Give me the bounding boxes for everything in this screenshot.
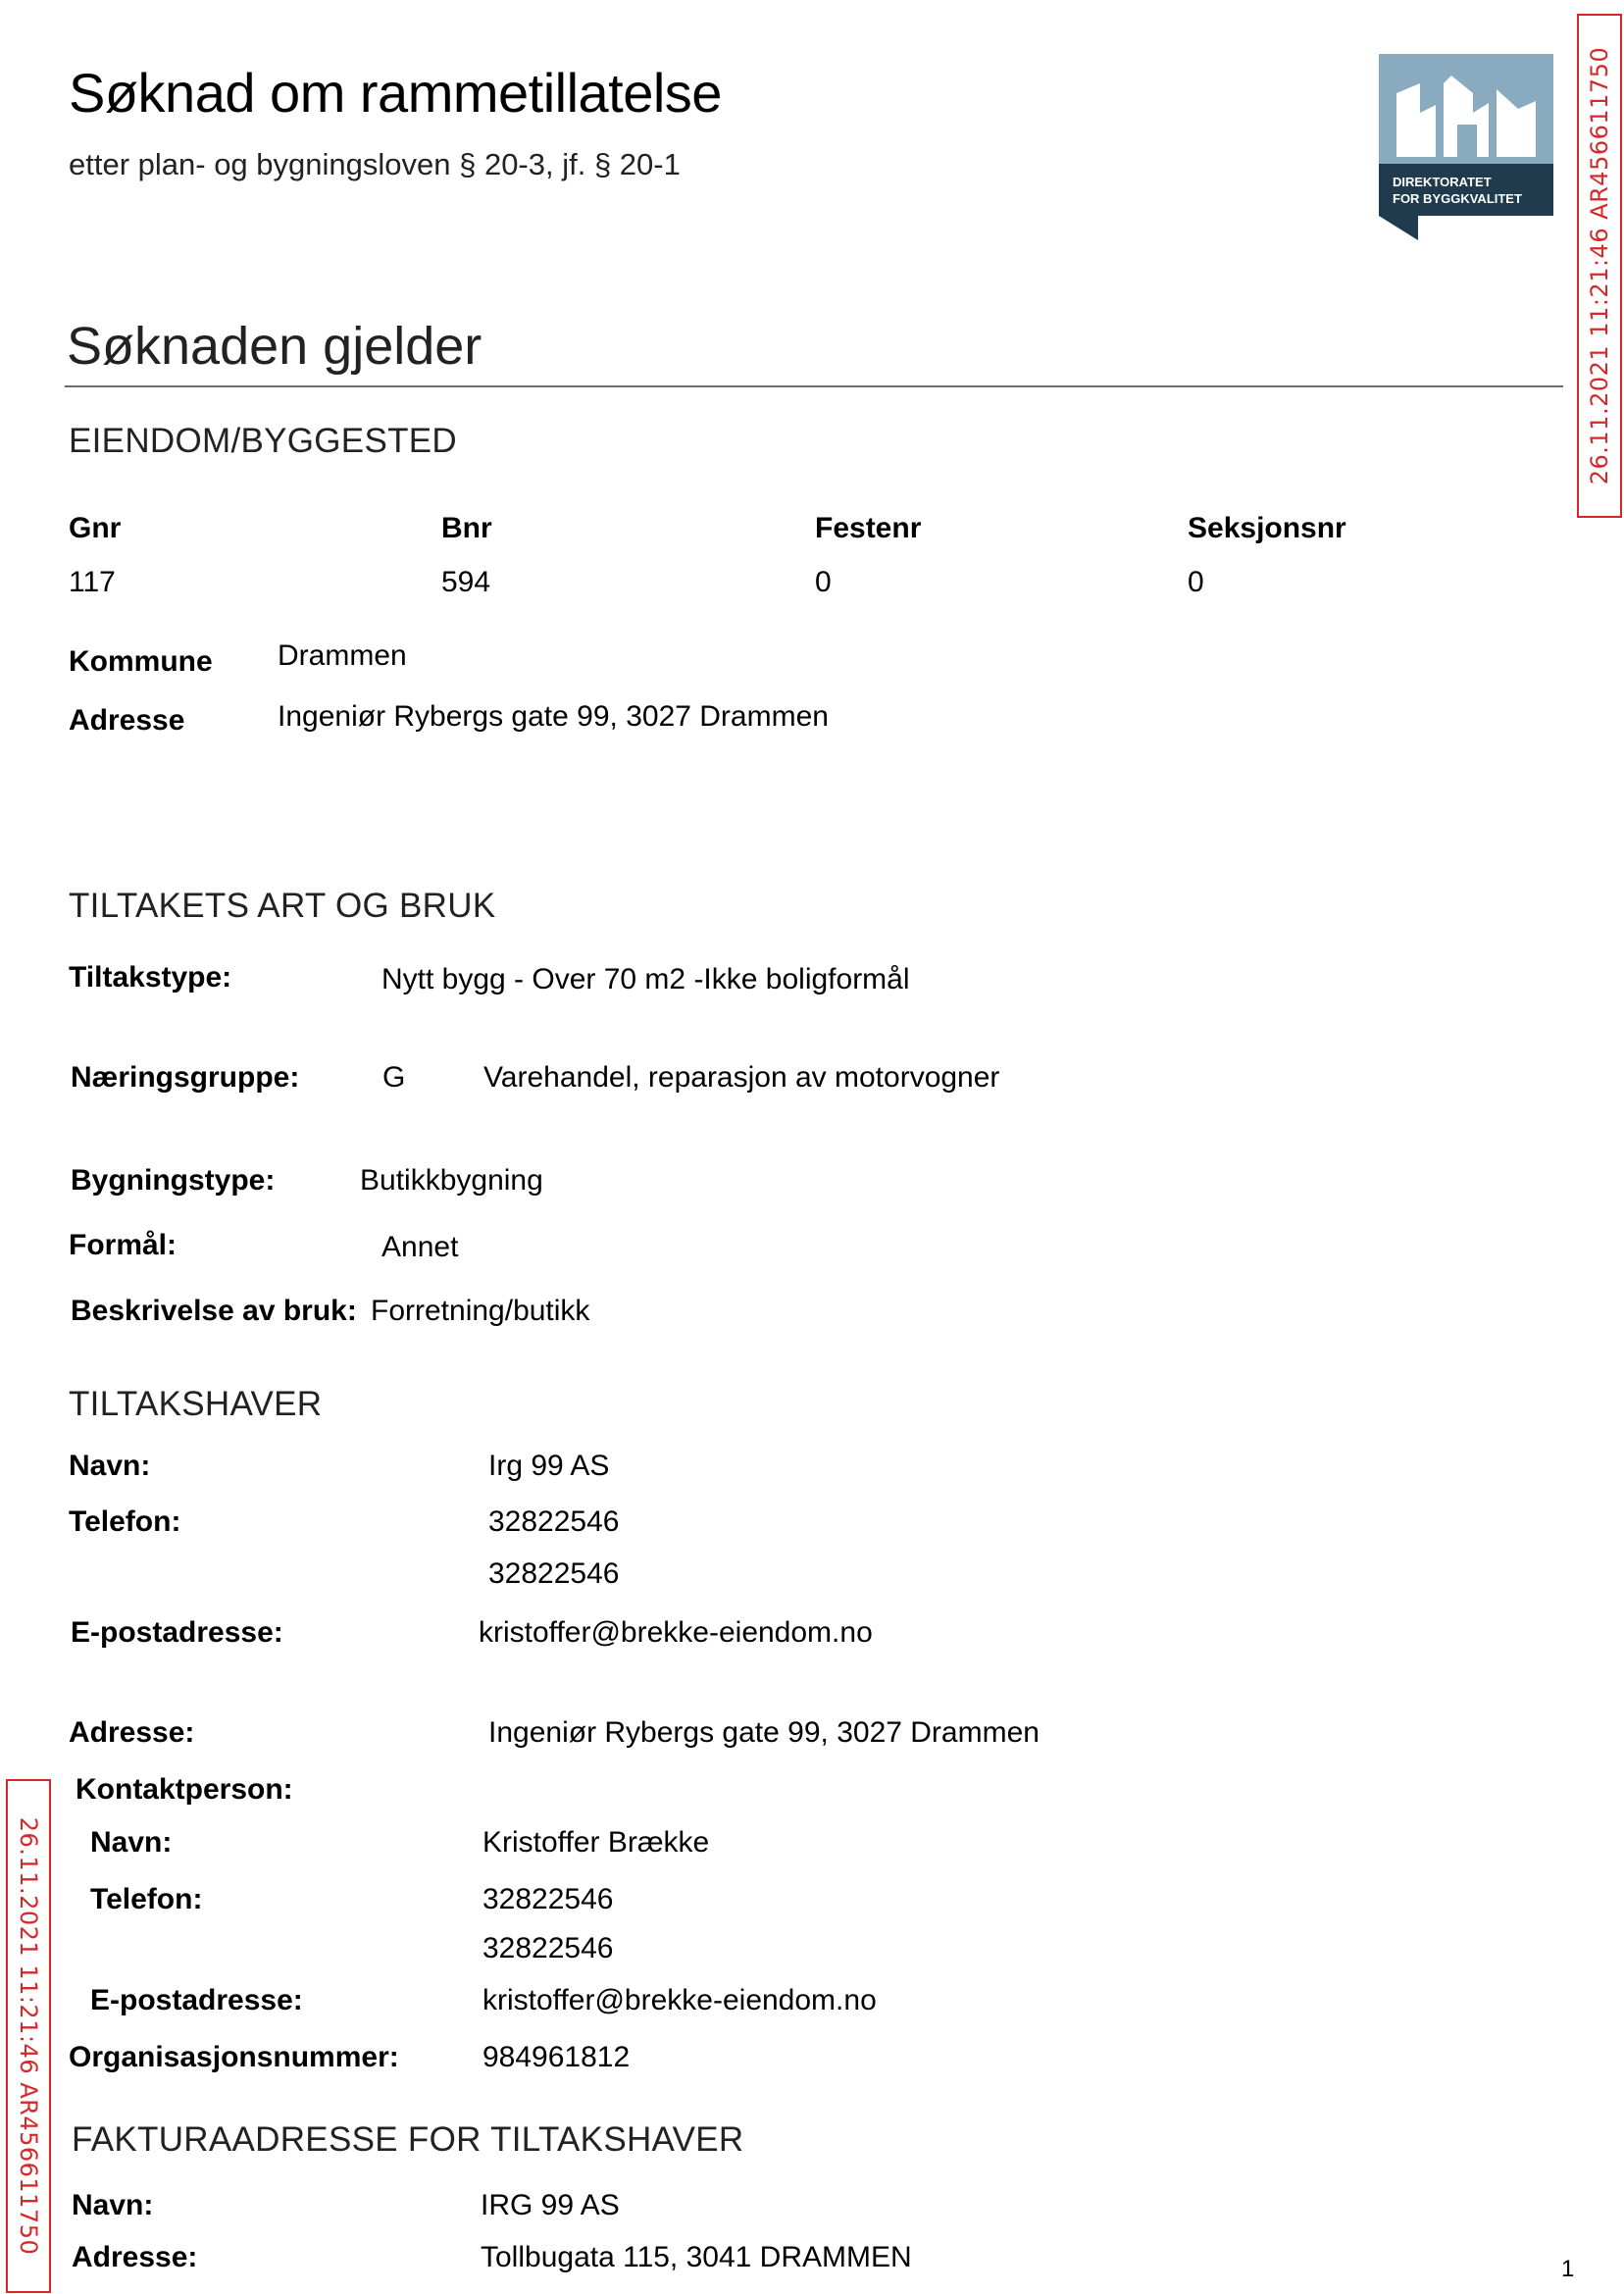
naeringsgruppe-code: G: [382, 1061, 406, 1094]
adresse-value: Ingeniør Rybergs gate 99, 3027 Drammen: [278, 700, 829, 733]
naeringsgruppe-value: Varehandel, reparasjon av motorvogner: [483, 1061, 1000, 1094]
faktura-adresse-value: Tollbugata 115, 3041 DRAMMEN: [481, 2241, 912, 2273]
tiltakshaver-heading: TILTAKSHAVER: [69, 1385, 323, 1423]
orgnr-value: 984961812: [482, 2041, 631, 2073]
beskrivelse-label: Beskrivelse av bruk:: [71, 1295, 357, 1327]
page-number: 1: [1561, 2256, 1575, 2282]
kontakt-telefon-value-2: 32822546: [482, 1932, 614, 1964]
gnr-label: Gnr: [69, 512, 122, 544]
tiltakshaver-telefon-label: Telefon:: [69, 1505, 181, 1538]
gnr-value: 117: [69, 566, 116, 598]
bnr-label: Bnr: [441, 512, 492, 544]
adresse-label: Adresse: [69, 704, 185, 737]
document-title: Søknad om rammetillatelse: [69, 62, 722, 124]
kommune-label: Kommune: [69, 645, 213, 678]
tiltakshaver-navn-value: Irg 99 AS: [488, 1450, 610, 1482]
kontakt-telefon-label: Telefon:: [90, 1883, 203, 1915]
faktura-navn-value: IRG 99 AS: [481, 2189, 620, 2221]
tiltakshaver-telefon-value-2: 32822546: [488, 1557, 620, 1590]
naeringsgruppe-label: Næringsgruppe:: [71, 1061, 300, 1094]
dibk-logo-icon: [1379, 54, 1553, 240]
bygningstype-label: Bygningstype:: [71, 1164, 276, 1197]
seksjonsnr-value: 0: [1188, 566, 1204, 598]
date-stamp-right: [1577, 14, 1622, 518]
faktura-navn-label: Navn:: [72, 2189, 154, 2221]
festenr-label: Festenr: [815, 512, 922, 544]
tiltakshaver-adresse-value: Ingeniør Rybergs gate 99, 3027 Drammen: [488, 1716, 1040, 1749]
tiltakstype-label: Tiltakstype:: [69, 961, 232, 994]
kontakt-navn-label: Navn:: [90, 1826, 173, 1859]
kontaktperson-label: Kontaktperson:: [76, 1773, 293, 1806]
logo-line-1: DIREKTORATET: [1393, 175, 1492, 189]
section-title: Søknaden gjelder: [67, 317, 482, 376]
date-stamp-text: 26.11.2021 11:21:46 AR456611750: [1586, 46, 1614, 485]
section-divider: [65, 385, 1563, 387]
formal-label: Formål:: [69, 1229, 178, 1261]
dibk-logo: [1379, 54, 1553, 240]
tiltakshaver-navn-label: Navn:: [69, 1450, 151, 1482]
eiendom-heading: EIENDOM/BYGGESTED: [69, 422, 457, 460]
festenr-value: 0: [815, 566, 832, 598]
orgnr-label: Organisasjonsnummer:: [69, 2041, 399, 2073]
logo-line-2: FOR BYGGKVALITET: [1393, 191, 1522, 206]
document-subtitle: etter plan- og bygningsloven § 20-3, jf. § 20-1: [69, 147, 681, 181]
tiltakshaver-epost-label: E-postadresse:: [71, 1616, 283, 1649]
beskrivelse-value: Forretning/butikk: [371, 1295, 590, 1327]
bnr-value: 594: [441, 566, 491, 598]
tiltakstype-value: Nytt bygg - Over 70 m2 -Ikke boligformål: [381, 963, 910, 995]
kontakt-epost-label: E-postadresse:: [90, 1984, 303, 2016]
kontakt-telefon-value-1: 32822546: [482, 1883, 614, 1915]
tiltakshaver-adresse-label: Adresse:: [69, 1716, 195, 1749]
date-stamp-text: 26.11.2021 11:21:46 AR456611750: [15, 1816, 43, 2256]
faktura-adresse-label: Adresse:: [72, 2241, 198, 2273]
kommune-value: Drammen: [278, 639, 407, 672]
bygningstype-value: Butikkbygning: [360, 1164, 543, 1197]
seksjonsnr-label: Seksjonsnr: [1188, 512, 1346, 544]
faktura-heading: FAKTURAADRESSE FOR TILTAKSHAVER: [72, 2120, 744, 2159]
formal-value: Annet: [381, 1231, 459, 1263]
tiltakshaver-telefon-value-1: 32822546: [488, 1505, 620, 1538]
kontakt-epost-value: kristoffer@brekke-eiendom.no: [482, 1984, 877, 2016]
date-stamp-left: [6, 1779, 51, 2293]
kontakt-navn-value: Kristoffer Brække: [482, 1826, 710, 1859]
tiltakshaver-epost-value: kristoffer@brekke-eiendom.no: [479, 1616, 873, 1649]
tiltak-heading: TILTAKETS ART OG BRUK: [69, 887, 496, 925]
